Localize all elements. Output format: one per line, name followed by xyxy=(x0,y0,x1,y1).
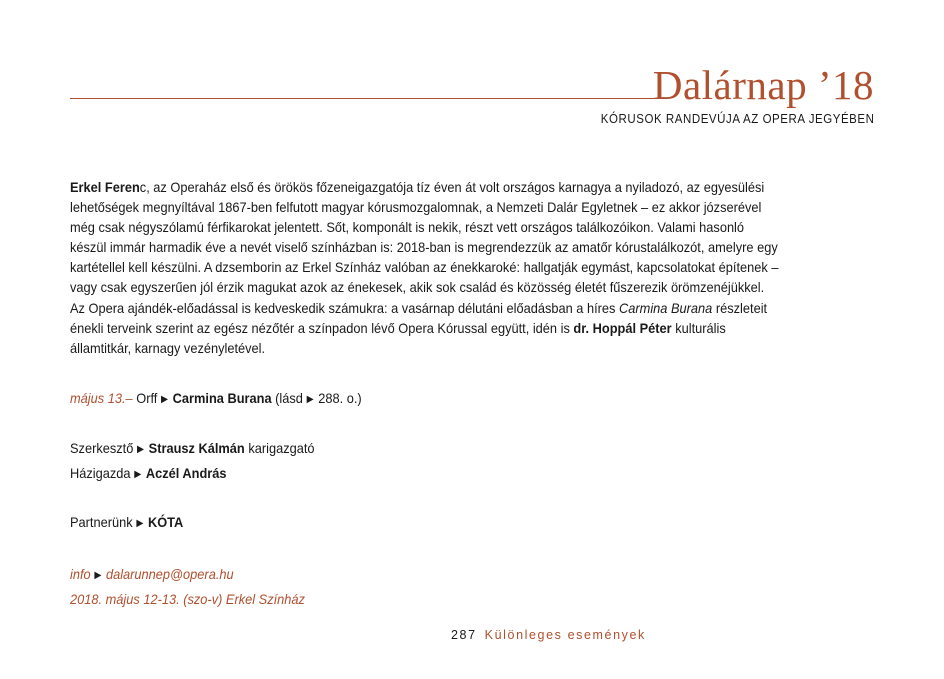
body-line-5: kartétellel kell készülni. A dzsemborin az Erkel Színház valóban az énekkaroké: hallgatják egymást, kapcsolatokat építenek – xyxy=(70,259,779,276)
body-line-1: Erkel Ferenc, az Operaház első és örökös főzeneigazgatója tíz éven át volt országos karnagya a nyiladozó, az egyesülési xyxy=(70,179,765,195)
body-line-7: Az Opera ajándék-előadással is kedveskedik számukra: a vasárnap délutáni előadásban a híres Carmina Burana részleteit xyxy=(70,299,768,316)
editor-name: Strausz Kálmán xyxy=(148,440,245,456)
right-triangle-icon: ▶ xyxy=(94,570,102,581)
right-triangle-icon: ▶ xyxy=(137,444,145,455)
page-number: 287 xyxy=(451,628,477,642)
host-name: Aczél András xyxy=(145,465,227,481)
section-name: Különleges események xyxy=(484,628,646,642)
right-triangle-icon: ▶ xyxy=(306,394,314,405)
right-triangle-icon: ▶ xyxy=(136,518,144,529)
page-footer xyxy=(451,628,646,642)
body-line-8: énekli terveink szerint az egész nézőtér a színpadon lévő Opera Kórussal együtt, idén is dr. Hoppál Péter kulturális xyxy=(70,319,726,336)
composer: Orff xyxy=(136,390,158,406)
credit-host: Házigazda ▶ Aczél András xyxy=(70,461,227,487)
right-triangle-icon: ▶ xyxy=(161,394,169,405)
partner-line: Partnerünk ▶ KÓTA xyxy=(70,510,183,536)
event-dates: 2018. május 12-13. (szo-v) Erkel Színház xyxy=(70,591,305,607)
intro-paragraph xyxy=(70,177,811,358)
work-title-inline: Carmina Burana xyxy=(619,299,713,316)
work-title[interactable]: Carmina Burana xyxy=(172,390,272,406)
conductor-name: dr. Hoppál Péter xyxy=(573,319,672,336)
page-subtitle: KÓRUSOK RANDEVÚJA AZ OPERA JEGYÉBEN xyxy=(600,112,874,126)
body-line-4: készül immár harmadik éve a nevét viselő színházban is: 2018-ban is megrendezzük az amatőr kórustalálkozót, amelyre egy xyxy=(70,239,778,256)
body-line-6: vagy csak egyszerűen jól érzik magukat azok az énekesek, akik sok család és közösség életét fűszerezik örömzenéjükkel. xyxy=(70,279,765,296)
page-reference[interactable]: 288. o.) xyxy=(318,390,362,406)
partner-name: KÓTA xyxy=(147,514,184,530)
page-title: Dalárnap ’18 xyxy=(652,62,874,108)
contact-info: info ▶ dalarunnep@opera.hu xyxy=(70,562,234,588)
erkel-name: Erkel Feren xyxy=(70,179,140,195)
performance-date: május 13. xyxy=(70,390,126,406)
performance-line: május 13.– Orff ▶ Carmina Burana (lásd ▶ 288. o.) xyxy=(70,386,362,412)
right-triangle-icon: ▶ xyxy=(134,469,142,480)
body-line-2: lehetőségek megnyíltával 1867-ben felfutott magyar kórusmozgalomnak, a Nemzeti Dalár Egyletnek – ez akkor józserével xyxy=(70,199,762,216)
body-line-3: még csak négyszólamú férfikarokat jelentett. Sőt, komponált is nekik, részt vett országos találkozóikon. Valami hasonló xyxy=(70,219,745,236)
email-link[interactable]: dalarunnep@opera.hu xyxy=(105,566,234,582)
header-rule xyxy=(70,98,654,99)
body-line-9: államtitkár, karnagy vezényletével. xyxy=(70,339,266,356)
credit-editor: Szerkesztő ▶ Strausz Kálmán karigazgató xyxy=(70,436,315,462)
